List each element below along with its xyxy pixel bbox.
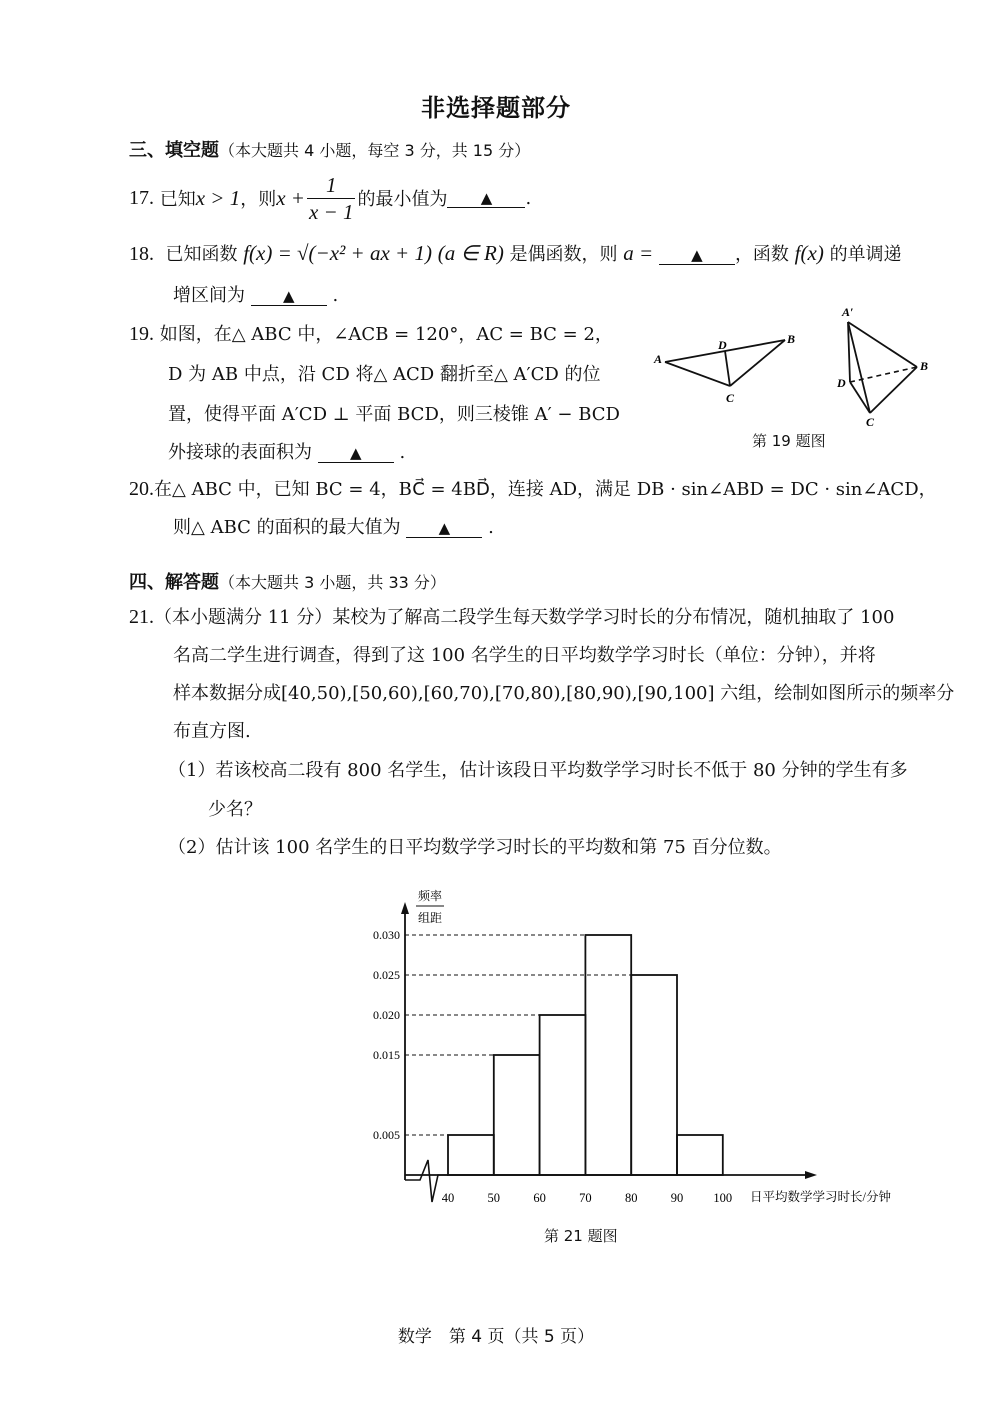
y-label-bottom: 组距	[417, 911, 443, 925]
section4-header	[129, 568, 446, 594]
q19-line3: 置，使得平面 A′CD ⊥ 平面 BCD，则三棱锥 A′ − BCD	[168, 404, 620, 425]
x-tick-label: 100	[713, 1191, 733, 1205]
q19-text-1: 如图，在△ ABC 中，∠ACB = 120°，AC = BC = 2，	[159, 324, 613, 345]
x-axis-arrow	[805, 1171, 817, 1179]
y-label-top: 频率	[417, 889, 443, 903]
q20-line2	[173, 513, 494, 539]
y-tick-label: 0.030	[373, 928, 400, 942]
q18-number: 18.	[129, 243, 154, 265]
histogram-bar	[494, 1055, 540, 1175]
q21-line1	[129, 603, 894, 629]
page-footer: 数学 第 4 页（共 5 页）	[397, 1327, 595, 1347]
q19-line2: D 为 AB 中点，沿 CD 将△ ACD 翻折至△ A′CD 的位	[168, 364, 601, 385]
q17-mid: ，则	[240, 189, 277, 210]
label-A-prime: A′	[842, 305, 854, 319]
y-tick-label: 0.020	[373, 1008, 400, 1022]
label-D-right: D	[837, 376, 846, 390]
q21-sub1-line2: 少名？	[208, 799, 262, 820]
q18-end: .	[332, 285, 339, 306]
page-title: 非选择题部分	[421, 94, 571, 122]
q18-line2	[173, 281, 338, 307]
q18-param: (a ∈ R)	[437, 241, 504, 265]
q18-post: 的单调递	[829, 244, 902, 265]
y-tick-label: 0.015	[373, 1048, 400, 1062]
x-tick-label: 50	[487, 1191, 501, 1205]
q20-answer-blank: ▲	[406, 519, 482, 538]
q21-text-1: （本小题满分 11 分）某校为了解高二段学生每天数学学习时长的分布情况，随机抽取了 100	[154, 607, 895, 628]
q21-sub1-line1: （1）若该校高二段有 800 名学生，估计该段日平均数学学习时长不低于 80 分钟的学生有多	[168, 760, 908, 781]
q19-line1	[129, 320, 613, 346]
section4-note: （本大题共 3 小题，共 33 分）	[219, 573, 446, 592]
q20-end: .	[488, 517, 494, 538]
q17-number: 17.	[129, 186, 154, 209]
y-tick-label: 0.025	[373, 968, 400, 982]
histogram-bar	[631, 975, 677, 1175]
histogram-bar	[585, 935, 631, 1175]
q17-answer-blank: ▲	[447, 189, 525, 208]
q17	[129, 168, 531, 228]
q20-line1	[129, 475, 937, 501]
q18-line2-text: 增区间为	[173, 285, 245, 306]
q17-post: 的最小值为	[357, 189, 448, 210]
q18-func: f(x) = √(−x² + ax + 1)	[243, 241, 432, 265]
q21-histogram	[360, 880, 930, 1225]
q18-answer-blank-1: ▲	[659, 246, 735, 265]
q18-fx: f(x)	[794, 241, 824, 265]
label-B-left: B	[787, 332, 796, 346]
q19-flat-triangle	[653, 332, 795, 405]
x-tick-label: 90	[670, 1191, 684, 1205]
q21-sub2: （2）估计该 100 名学生的日平均数学学习时长的平均数和第 75 百分位数。	[168, 837, 782, 858]
label-C-right: C	[866, 415, 875, 429]
q20-text-2: 则△ ABC 的面积的最大值为	[173, 517, 401, 538]
q19-number: 19.	[129, 323, 154, 345]
label-D-left: D	[718, 338, 727, 352]
histogram-bar	[448, 1135, 494, 1175]
q21-line3: 样本数据分成[40,50),[50,60),[60,70),[70,80),[80,90),[90,100] 六组，绘制如图所示的频率分	[173, 683, 955, 704]
x-axis-label: 日平均数学学习时长/分钟	[750, 1190, 891, 1204]
q19-text-4: 外接球的表面积为	[168, 442, 312, 463]
q20-number: 20.	[129, 478, 154, 500]
q17-frac-den: x − 1	[308, 199, 354, 224]
histogram-bar	[540, 1015, 586, 1175]
histogram-bar	[677, 1135, 723, 1175]
label-B-right: B	[920, 359, 929, 373]
x-tick-label: 40	[441, 1191, 455, 1205]
section3-heading: 三、填空题	[129, 140, 219, 161]
q20-text-1: 在△ ABC 中，已知 BC = 4，BC⃗ = 4BD⃗，连接 AD，满足 DB · sin∠ABD = DC · sin∠ACD，	[154, 479, 937, 500]
section3-header	[129, 136, 530, 162]
q21-line2: 名高二学生进行调查，得到了这 100 名学生的日平均数学学习时长（单位：分钟），并将	[173, 645, 876, 666]
q21-line4: 布直方图.	[173, 721, 251, 742]
q21-figure-caption: 第 21 题图	[544, 1227, 618, 1245]
q17-pre: 已知	[159, 189, 196, 210]
q18-a-eq: a =	[623, 241, 654, 265]
q17-fraction	[307, 172, 356, 225]
q19-end: .	[399, 442, 406, 463]
x-tick-label: 80	[624, 1191, 638, 1205]
q17-expr: x +	[276, 185, 305, 210]
q19-answer-blank: ▲	[318, 444, 394, 463]
q19-line4	[168, 438, 405, 464]
section4-heading: 四、解答题	[129, 572, 219, 593]
q19-figure	[650, 300, 950, 435]
q17-cond: x > 1	[195, 185, 241, 210]
q18-pre: 已知函数	[165, 244, 238, 265]
q17-frac-num: 1	[307, 172, 356, 199]
q17-end: .	[525, 187, 532, 209]
q19-figure-caption: 第 19 题图	[752, 432, 826, 450]
q21-number: 21.	[129, 606, 154, 628]
x-tick-label: 70	[579, 1191, 592, 1205]
section3-note: （本大题共 4 小题，每空 3 分，共 15 分）	[219, 141, 531, 160]
q18-answer-blank-2: ▲	[251, 287, 327, 306]
x-tick-label: 60	[533, 1191, 546, 1205]
q18-mid2: ，函数	[734, 244, 789, 265]
y-axis-arrow	[401, 902, 409, 914]
q18-line1	[129, 240, 902, 266]
q19-tetrahedron	[836, 305, 928, 429]
y-tick-label: 0.005	[373, 1128, 400, 1142]
label-C-left: C	[726, 391, 735, 405]
histogram-axes	[401, 888, 891, 1204]
q18-mid: 是偶函数，则	[509, 244, 618, 265]
label-A-left: A	[654, 352, 663, 366]
